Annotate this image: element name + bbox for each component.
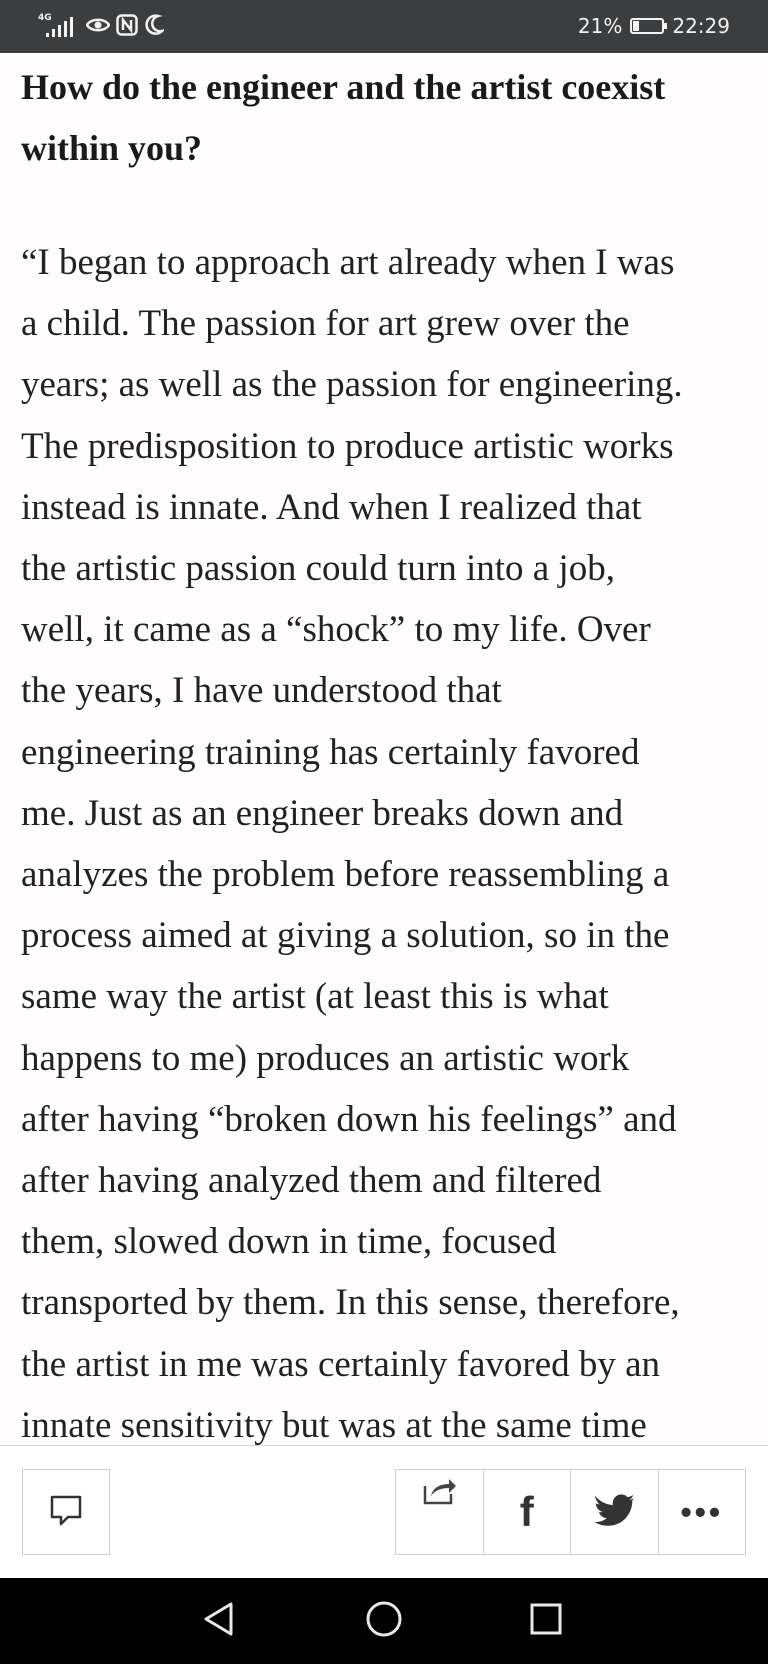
facebook-share-button[interactable] — [484, 1470, 572, 1554]
body-line: transported by them. In this sense, therefore, — [21, 1282, 680, 1324]
share-icon — [421, 1476, 457, 1511]
more-button[interactable] — [659, 1470, 746, 1554]
body-line: after having analyzed them and filtered — [21, 1160, 602, 1202]
eye-icon — [86, 15, 110, 39]
facebook-icon: f — [519, 1488, 534, 1535]
battery-icon — [630, 18, 664, 34]
recents-icon — [529, 1602, 563, 1641]
body-line: the artistic passion could turn into a job, — [21, 548, 615, 590]
back-button[interactable] — [198, 1601, 238, 1641]
battery-level-fill — [633, 21, 639, 31]
recents-button[interactable] — [526, 1601, 566, 1641]
body-line: “I began to approach art already when I was — [21, 242, 675, 283]
article-content — [0, 53, 768, 1445]
body-line: happens to me) produces an artistic work — [21, 1037, 630, 1079]
navigation-bar — [0, 1578, 768, 1664]
body-line: the years, I have understood that — [21, 670, 502, 712]
comment-icon — [49, 1493, 83, 1532]
body-line: after having “broken down his feelings” and — [21, 1098, 677, 1140]
clock: 22:29 — [672, 14, 730, 38]
share-button[interactable] — [396, 1470, 484, 1554]
status-right — [578, 14, 730, 38]
comment-button[interactable] — [22, 1469, 110, 1555]
moon-icon — [144, 14, 164, 40]
body-line: engineering training has certainly favored — [21, 731, 640, 773]
body-line: The predisposition to produce artistic works — [21, 425, 674, 467]
status-left — [38, 14, 164, 40]
body-line: instead is innate. And when I realized that — [21, 486, 642, 528]
bottom-toolbar — [0, 1445, 768, 1578]
body-line: innate sensitivity but was at the same time — [21, 1404, 647, 1445]
more-icon: ••• — [680, 1493, 724, 1530]
back-icon — [201, 1601, 235, 1642]
body-line: well, it came as a “shock” to my life. Over — [21, 609, 651, 651]
home-icon — [365, 1600, 403, 1643]
body-line: analyzes the problem before reassembling a — [21, 854, 670, 896]
body-line: process aimed at giving a solution, so in the — [21, 915, 670, 957]
twitter-share-button[interactable] — [571, 1470, 659, 1554]
home-button[interactable] — [364, 1601, 404, 1641]
twitter-icon — [594, 1493, 634, 1532]
share-group — [395, 1469, 746, 1555]
body-line: years; as well as the passion for engineering. — [21, 364, 683, 406]
article-heading: How do the engineer and the artist coexist within you? — [21, 67, 666, 168]
status-bar — [0, 0, 768, 53]
network-type: 4G — [38, 13, 52, 23]
body-line: them, slowed down in time, focused — [21, 1221, 557, 1263]
body-line: me. Just as an engineer breaks down and — [21, 792, 624, 834]
body-line: same way the artist (at least this is what — [21, 976, 609, 1018]
nfc-icon — [116, 14, 138, 40]
signal-icon — [38, 15, 80, 39]
article-body — [21, 232, 756, 1445]
battery-percent: 21% — [577, 14, 623, 38]
body-line: a child. The passion for art grew over the — [21, 303, 630, 345]
body-line: the artist in me was certainly favored by an — [21, 1343, 661, 1385]
